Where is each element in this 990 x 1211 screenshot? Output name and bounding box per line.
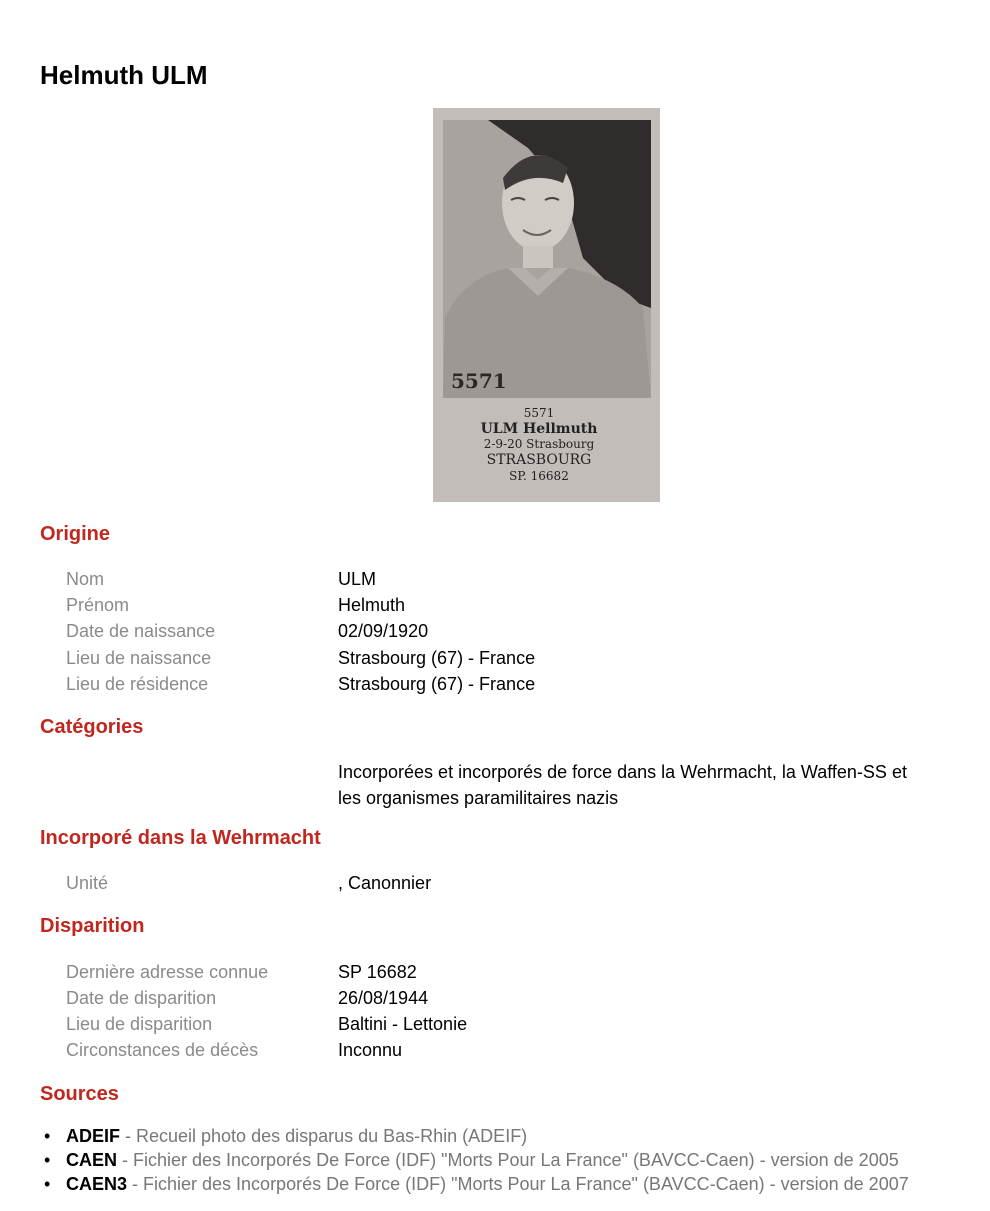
source-description: - Recueil photo des disparus du Bas-Rhin (ADEIF) — [120, 1126, 528, 1146]
section-title-sources: Sources — [40, 1083, 119, 1105]
field-value: , Canonnier — [338, 873, 432, 893]
field-row — [0, 592, 990, 618]
source-description: - Fichier des Incorporés De Force (IDF) "Morts Pour La France" (BAVCC-Caen) - version de 2005 — [117, 1150, 899, 1170]
categories-text: Incorporées et incorporés de force dans la Wehrmacht, la Waffen-SS et les organismes paramilitaires nazis — [338, 762, 907, 808]
field-label: Prénom — [66, 595, 130, 615]
sources-list — [0, 1124, 990, 1196]
field-row — [0, 1037, 990, 1063]
field-value: 02/09/1920 — [338, 621, 429, 641]
field-value: Helmuth — [338, 595, 406, 615]
field-label: Date de disparition — [66, 988, 217, 1008]
bullet-icon: • — [44, 1150, 51, 1170]
field-value: Baltini - Lettonie — [338, 1014, 468, 1034]
field-label: Lieu de disparition — [66, 1014, 213, 1034]
field-label: Date de naissance — [66, 621, 216, 641]
field-row — [0, 618, 990, 644]
field-label: Unité — [66, 873, 109, 893]
field-label: Dernière adresse connue — [66, 962, 269, 982]
bullet-icon: • — [44, 1174, 51, 1194]
field-row — [0, 645, 990, 671]
source-item — [0, 1172, 990, 1196]
field-label: Lieu de naissance — [66, 648, 212, 668]
page-title: Helmuth ULM — [40, 60, 208, 90]
field-label: Lieu de résidence — [66, 674, 209, 694]
photo-caption-line: SP. 16682 — [509, 469, 569, 483]
field-value: Inconnu — [338, 1040, 403, 1060]
field-row — [0, 566, 990, 592]
field-value: ULM — [338, 569, 377, 589]
photo-caption-line: 2-9-20 Strasbourg — [483, 437, 595, 451]
field-label: Circonstances de décès — [66, 1040, 259, 1060]
source-code: ADEIF — [66, 1126, 120, 1146]
field-row — [0, 1011, 990, 1037]
bullet-icon: • — [44, 1126, 51, 1146]
section-title-disparition: Disparition — [40, 915, 145, 937]
source-code: CAEN — [66, 1150, 118, 1170]
field-row — [0, 959, 990, 985]
field-row — [0, 985, 990, 1011]
source-item — [0, 1148, 990, 1172]
source-item — [0, 1124, 990, 1148]
section-title-incorpore: Incorporé dans la Wehrmacht — [40, 827, 321, 849]
field-value: Strasbourg (67) - France — [338, 674, 536, 694]
field-value: SP 16682 — [338, 962, 417, 982]
field-label: Nom — [66, 569, 105, 589]
source-description: - Fichier des Incorporés De Force (IDF) "Morts Pour La France" (BAVCC-Caen) - version de 2007 — [127, 1174, 909, 1194]
portrait-photo — [433, 108, 660, 502]
section-title-categories: Catégories — [40, 716, 144, 738]
field-row — [0, 870, 990, 896]
field-row — [0, 671, 990, 697]
field-value: Strasbourg (67) - France — [338, 648, 536, 668]
photo-caption-line: ULM Hellmuth — [480, 421, 598, 437]
field-value: 26/08/1944 — [338, 988, 429, 1008]
photo-caption-line: 5571 — [523, 406, 555, 420]
photo-caption-line: STRASBOURG — [486, 452, 592, 468]
source-code: CAEN3 — [66, 1174, 128, 1194]
photo-stamp-number: 5571 — [451, 369, 507, 393]
section-title-origine: Origine — [40, 523, 111, 545]
